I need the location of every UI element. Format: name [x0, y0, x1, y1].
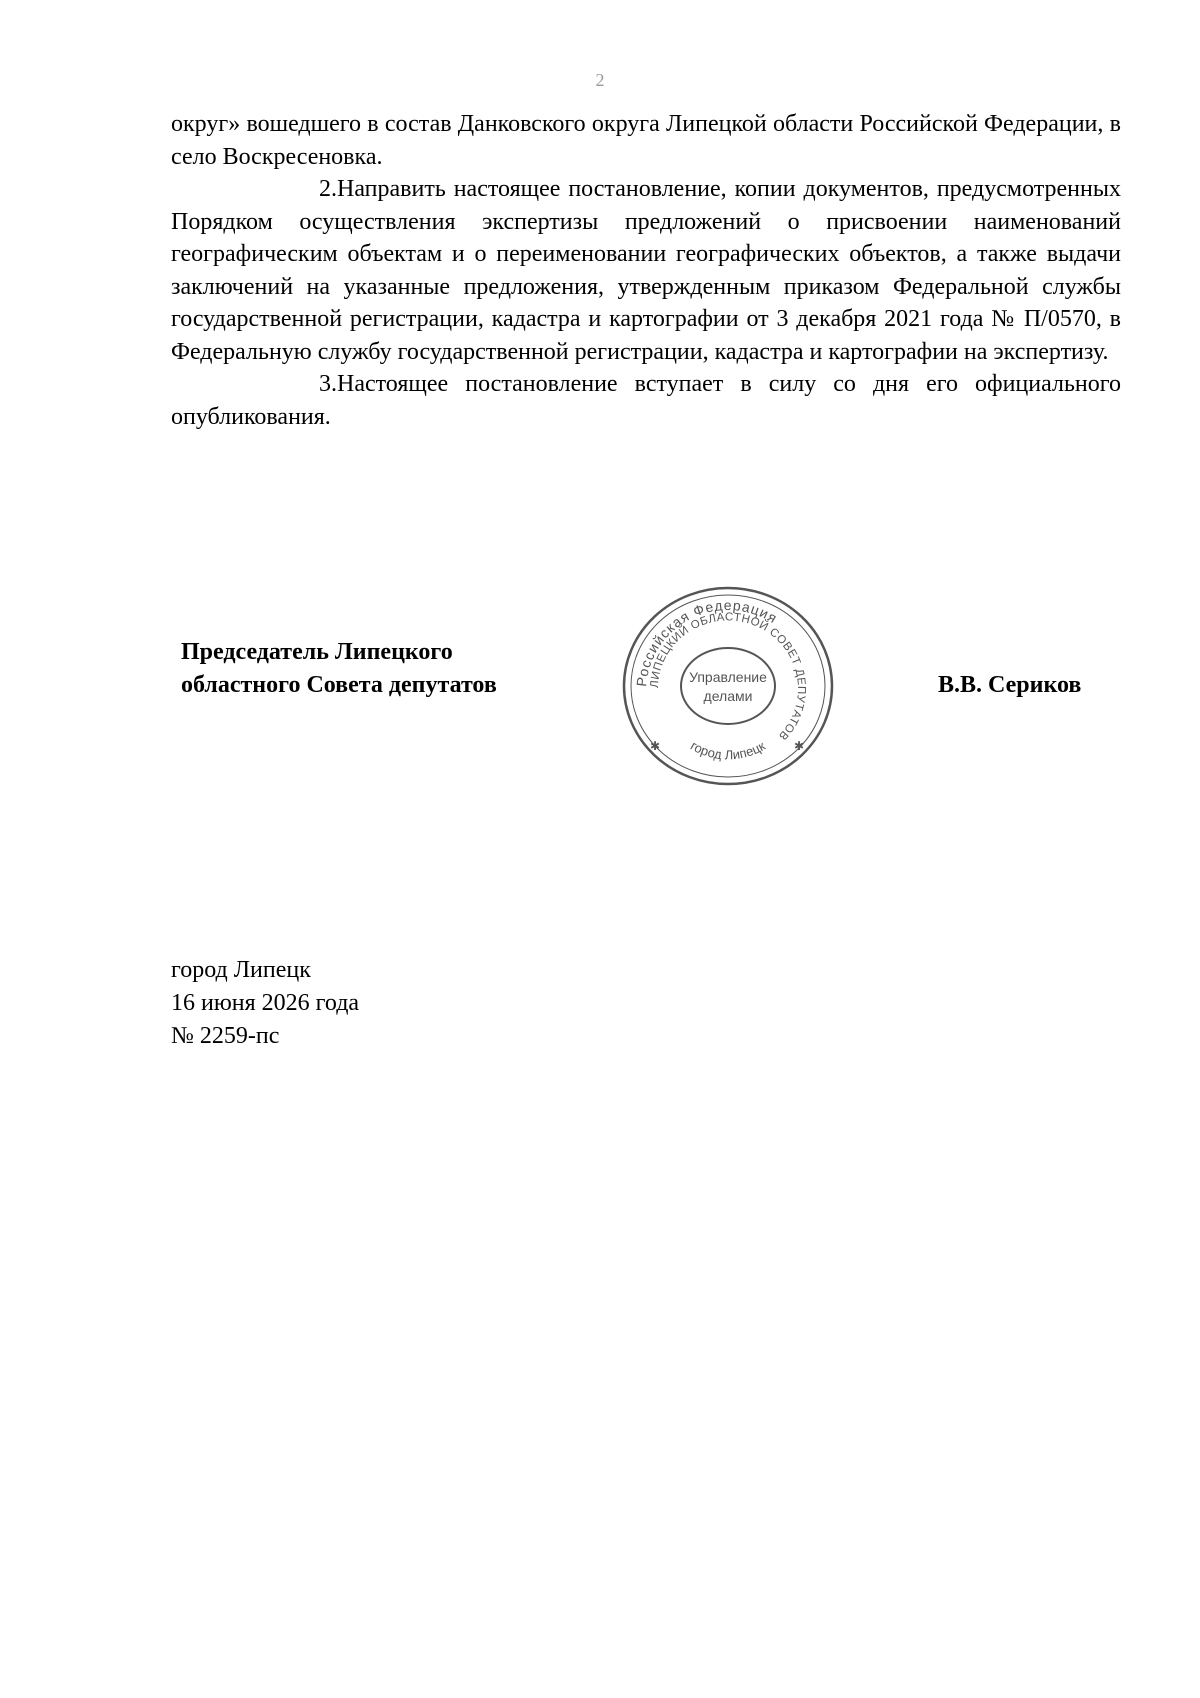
issue-city: город Липецк [171, 957, 311, 983]
paragraph-3-text: Настоящее постановление вступает в силу со дня его официального опубликования. [171, 371, 1121, 430]
stamp-center-ring [681, 648, 775, 724]
issue-details [171, 954, 359, 1053]
official-stamp [618, 580, 838, 790]
stamp-center-line-2: делами [703, 688, 753, 704]
issue-number: № 2259-пс [171, 1023, 280, 1049]
paragraph-3-number: 3. [319, 371, 337, 397]
stamp-middle-text: ЛИПЕЦКИЙ ОБЛАСТНОЙ СОВЕТ ДЕПУТАТОВ [648, 611, 808, 743]
svg-text:город Липецк [688, 738, 768, 762]
signer-name: В.В. Сериков [938, 672, 1082, 698]
stamp-bottom-text: город Липецк [688, 737, 768, 763]
issue-date: 16 июня 2026 года [171, 990, 360, 1016]
signer-title-line-2: областного Совета депутатов [181, 672, 497, 698]
signer-title-line-1: Председатель Липецкого [181, 639, 453, 665]
paragraph-3 [171, 368, 1121, 433]
stamp-outer-text: Российская Федерация [633, 596, 781, 688]
signer-title [181, 636, 497, 702]
stamp-star-left-icon: ✱ [650, 739, 661, 753]
paragraph-2-number: 2. [319, 176, 337, 202]
resolution-body [171, 108, 1121, 433]
page-number: 2 [595, 70, 605, 90]
paragraph-1: округ» вошедшего в состав Данковского округа Липецкой области Российской Федерации, в село Воскресеновка. [171, 111, 1121, 170]
stamp-center-line-1: Управление [689, 669, 767, 685]
stamp-star-right-icon: ✱ [794, 739, 805, 753]
paragraph-2 [171, 173, 1121, 368]
paragraph-2-text: Направить настоящее постановление, копии документов, предусмотренных Порядком осуществления экспертизы предложений о присвоении наименований географическим объектам и о переименовании географических объектов, а также выдачи заключений на указанные предложения, утвержденным приказом Федеральной службы государственной регистрации, кадастра и картографии от 3 декабря 2021 года № П/0570, в Федеральную службу государственной регистрации, кадастра и картографии на экспертизу. [171, 176, 1121, 365]
